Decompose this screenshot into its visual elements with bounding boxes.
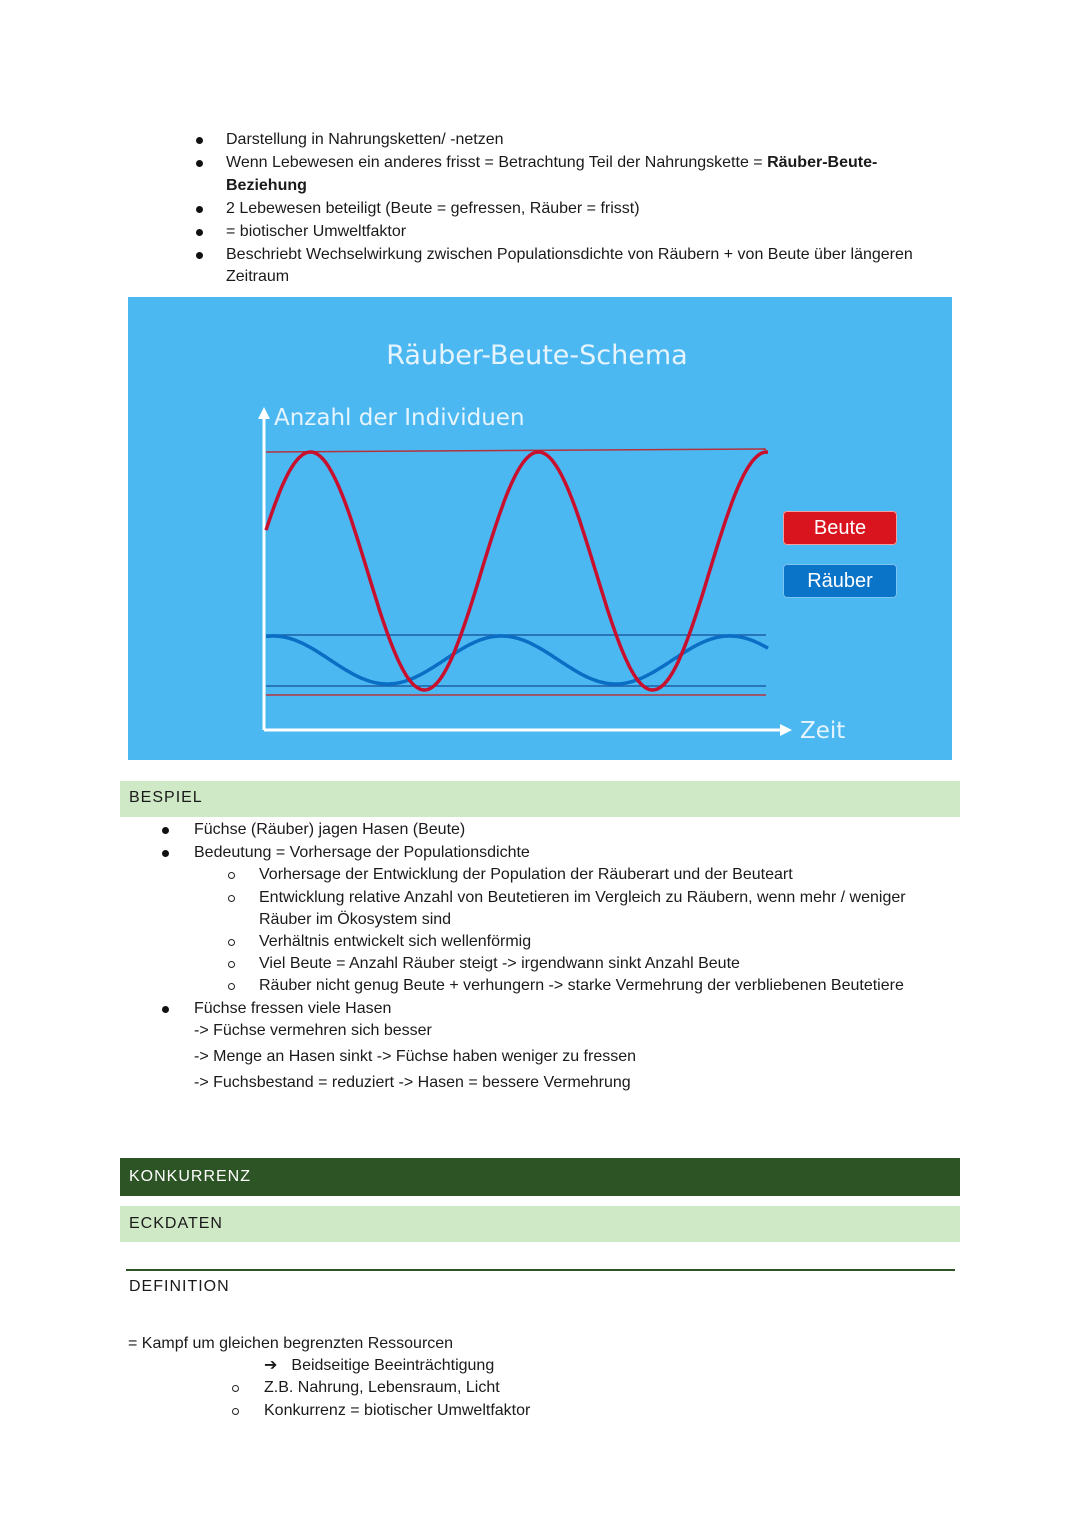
beute-series-line — [266, 452, 768, 690]
predator-prey-chart — [128, 297, 952, 760]
konkurrenz-heading-band — [120, 1158, 960, 1196]
intro-bullet-2 — [226, 152, 877, 174]
definition-arrow-line — [264, 1355, 494, 1377]
konkurrenz-heading: KONKURRENZ — [129, 1168, 252, 1185]
intro-bullet-3: 2 Lebewesen beteiligt (Beute = gefressen, Räuber = frisst) — [226, 200, 640, 217]
bespiel-sub-5: Räuber nicht genug Beute + verhungern -> starke Vermehrung der verbliebenen Beutetiere — [259, 977, 904, 994]
bespiel-sub-1: Vorhersage der Entwicklung der Population der Räuberart und der Beuteart — [259, 866, 793, 883]
legend-raeuber: Räuber — [783, 564, 897, 598]
bullet-icon — [196, 206, 203, 213]
definition-arrow-text: Beidseitige Beeinträchtigung — [291, 1357, 495, 1374]
bullet-icon — [196, 252, 203, 259]
bespiel-chain-1: -> Füchse vermehren sich besser — [194, 1022, 432, 1039]
beute-max-line — [266, 449, 766, 452]
eckdaten-heading-band — [120, 1206, 960, 1242]
intro-bullet-2-text: Wenn Lebewesen ein anderes frisst = Betrachtung Teil der Nahrungskette = — [226, 154, 768, 171]
sub-bullet-icon — [228, 983, 235, 990]
bullet-icon — [196, 229, 203, 236]
bullet-icon — [196, 160, 203, 167]
sub-bullet-icon — [232, 1385, 239, 1392]
intro-bullet-4: = biotischer Umweltfaktor — [226, 223, 407, 240]
bespiel-bullet-3: Füchse fressen viele Hasen — [194, 1000, 392, 1017]
bespiel-bullet-2: Bedeutung = Vorhersage der Populationsdichte — [194, 844, 530, 861]
chart-ylabel: Anzahl der Individuen — [274, 405, 525, 431]
konkurrenz-sub-1: Z.B. Nahrung, Lebensraum, Licht — [264, 1379, 500, 1396]
sub-bullet-icon — [228, 895, 235, 902]
y-axis-arrow-icon — [258, 407, 270, 419]
sub-bullet-icon — [232, 1408, 239, 1415]
legend-beute: Beute — [783, 511, 897, 545]
bullet-icon — [162, 1006, 169, 1013]
intro-bullet-5: Beschriebt Wechselwirkung zwischen Populationsdichte von Räubern + von Beute über längeren — [226, 246, 913, 263]
bespiel-heading: BESPIEL — [129, 789, 203, 806]
bespiel-sub-2: Entwicklung relative Anzahl von Beutetieren im Vergleich zu Räubern, wenn mehr / weniger — [259, 889, 906, 906]
intro-bullet-5-cont: Zeitraum — [226, 268, 290, 285]
definition-divider — [126, 1269, 955, 1271]
bullet-icon — [162, 827, 169, 834]
bespiel-chain-2: -> Menge an Hasen sinkt -> Füchse haben weniger zu fressen — [194, 1048, 637, 1065]
definition-heading: DEFINITION — [129, 1278, 230, 1295]
bespiel-sub-3: Verhältnis entwickelt sich wellenförmig — [259, 933, 532, 950]
chart-xlabel: Zeit — [800, 718, 846, 744]
intro-bullet-2-cont: Beziehung — [226, 177, 307, 194]
bullet-icon — [196, 137, 203, 144]
bespiel-sub-2-cont: Räuber im Ökosystem sind — [259, 911, 452, 928]
intro-bullet-2-bold: Räuber-Beute- — [767, 154, 878, 171]
sub-bullet-icon — [228, 961, 235, 968]
sub-bullet-icon — [228, 939, 235, 946]
konkurrenz-sub-2: Konkurrenz = biotischer Umweltfaktor — [264, 1402, 531, 1419]
raeuber-series-line — [266, 636, 768, 684]
chart-title: Räuber-Beute-Schema — [386, 340, 688, 371]
intro-bullet-1: Darstellung in Nahrungsketten/ -netzen — [226, 131, 504, 148]
right-arrow-icon: ➔ — [264, 1357, 278, 1374]
eckdaten-heading: ECKDATEN — [129, 1215, 223, 1232]
definition-text: = Kampf um gleichen begrenzten Ressourcen — [128, 1335, 454, 1352]
bespiel-heading-band — [120, 781, 960, 817]
bullet-icon — [162, 850, 169, 857]
sub-bullet-icon — [228, 872, 235, 879]
x-axis-arrow-icon — [780, 724, 792, 736]
bespiel-bullet-1: Füchse (Räuber) jagen Hasen (Beute) — [194, 821, 466, 838]
bespiel-sub-4: Viel Beute = Anzahl Räuber steigt -> irgendwann sinkt Anzahl Beute — [259, 955, 740, 972]
bespiel-chain-3: -> Fuchsbestand = reduziert -> Hasen = bessere Vermehrung — [194, 1074, 631, 1091]
